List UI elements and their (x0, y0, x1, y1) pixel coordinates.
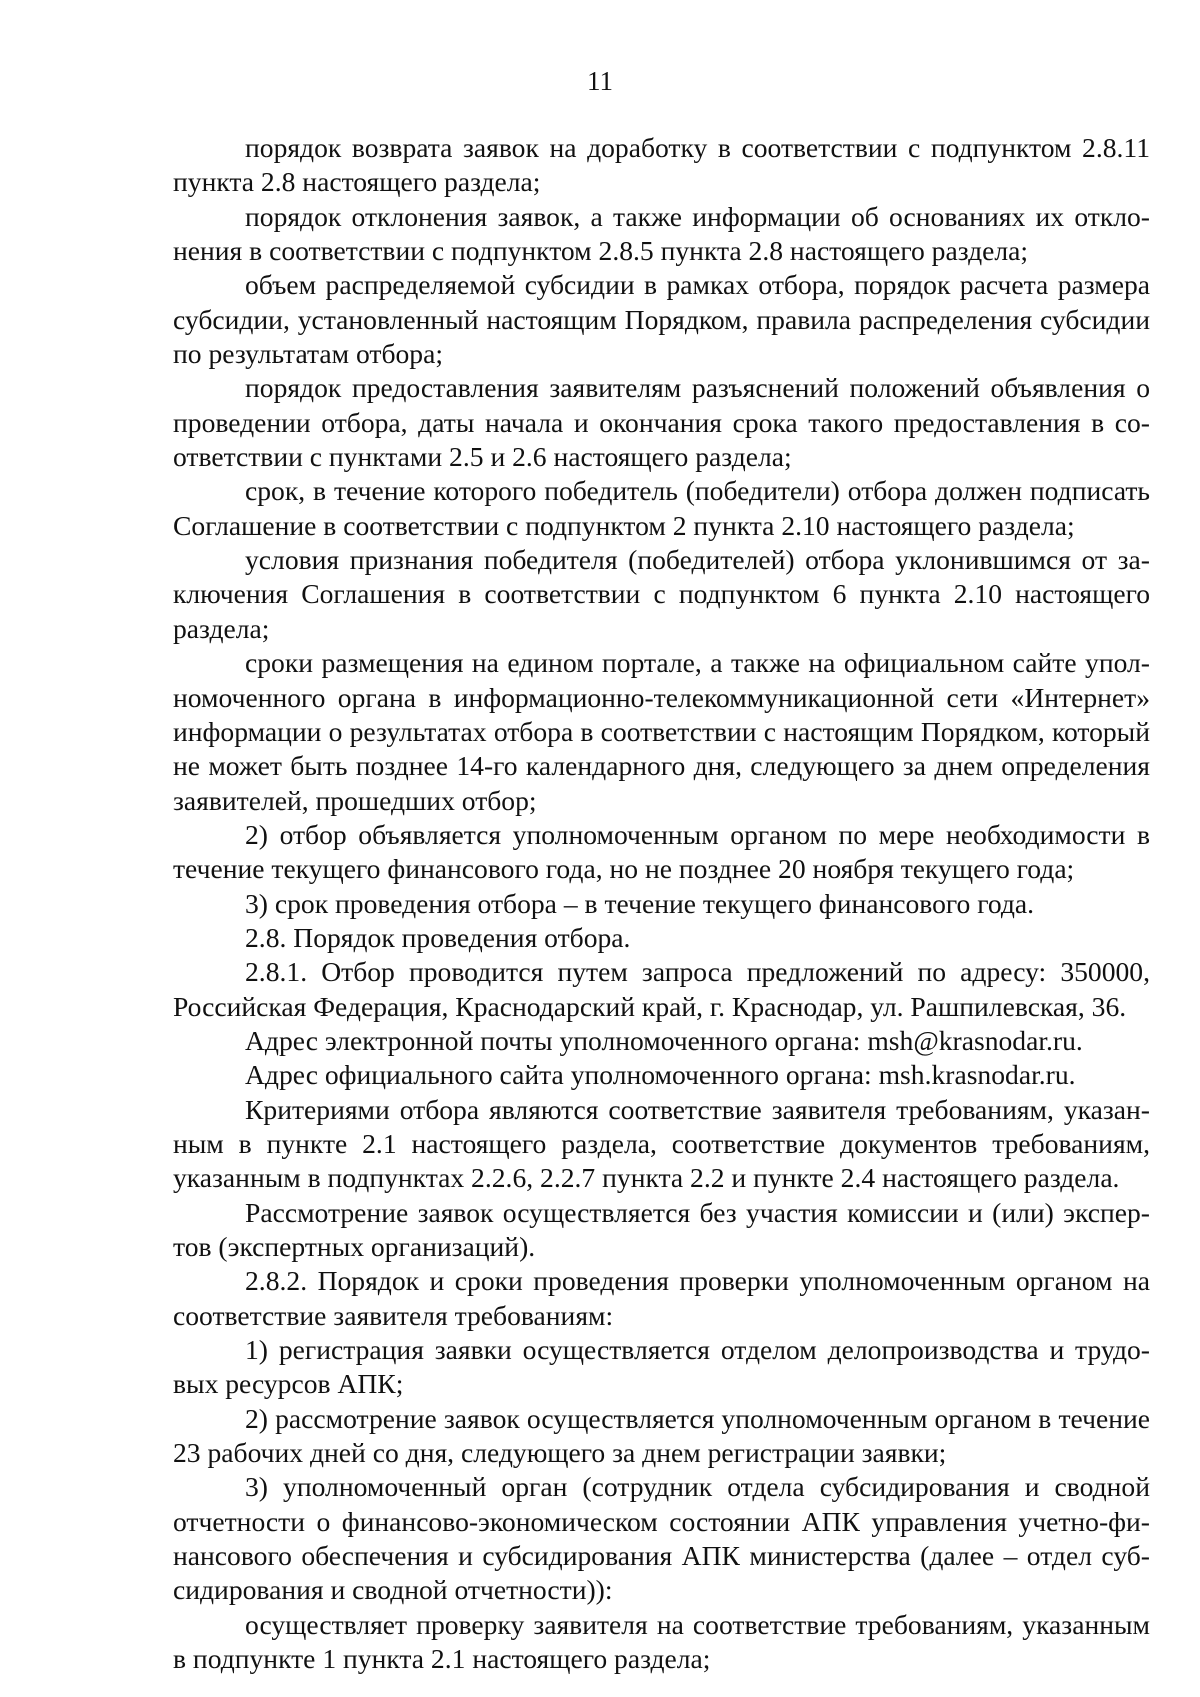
paragraph: 2) отбор объявляется уполномоченным органом по мере необходимости в течение текущего финансового года, но не позднее 20 ноября текущего года; (173, 818, 1150, 885)
paragraph: 2.8. Порядок проведения отбора. (245, 921, 631, 953)
paragraph: Адрес официального сайта уполномоченного органа: msh.krasnodar.ru. (245, 1059, 1076, 1091)
paragraph: осуществляет проверку заявителя на соответствие требованиям, указанным в подпункте 1 пункта 2.1 настоящего раздела; (173, 1608, 1150, 1675)
document-body (173, 131, 1150, 1676)
page-number: 11 (587, 66, 613, 96)
paragraph: 3) уполномоченный орган (сотрудник отдела субсидирования и сводной отчетности о финансово-экономическом состоянии АПК управления учетно-финансового обеспечения и субсидирования АПК министерства (далее – отдел субсидирования и сводной отчетности)): (173, 1471, 1150, 1606)
paragraph: 2.8.2. Порядок и сроки проведения проверки уполномоченным органом на соответствие заявителя требованиям: (173, 1265, 1150, 1331)
paragraph: Адрес электронной почты уполномоченного органа: msh@krasnodar.ru. (245, 1024, 1083, 1056)
paragraph: объем распределяемой субсидии в рамках отбора, порядок расчета размера субсидии, установленный настоящим Порядком, правила распределения субсидии по результатам отбора; (173, 269, 1150, 370)
paragraph: 2) рассмотрение заявок осуществляется уполномоченным органом в течение 23 рабочих дней со дня, следующего за днем регистрации заявки; (173, 1402, 1150, 1469)
paragraph: сроки размещения на едином портале, а также на официальном сайте уполномоченного органа в информационно-телекоммуникационной сети «Интернет» информации о результатах отбора в соответствии с настоящим Порядком, который не может быть позднее 14-го календарного дня, следующего за днем определения заявителей, прошедших отбор; (173, 647, 1150, 816)
paragraph: 1) регистрация заявки осуществляется отделом делопроизводства и трудовых ресурсов АПК; (173, 1334, 1150, 1400)
paragraph: порядок предоставления заявителям разъяснений положений объявления о проведении отбора, даты начала и окончания срока такого предоставления в соответствии с пунктами 2.5 и 2.6 настоящего раздела; (173, 372, 1150, 473)
paragraph: срок, в течение которого победитель (победители) отбора должен подписать Соглашение в соответствии с подпунктом 2 пункта 2.10 настоящего раздела; (173, 475, 1150, 541)
paragraph: Критериями отбора являются соответствие заявителя требованиям, указанным в пункте 2.1 настоящего раздела, соответствие документов требованиям, указанным в подпунктах 2.2.6, 2.2.7 пункта 2.2 и пункте 2.4 настоящего раздела. (173, 1093, 1150, 1194)
paragraph: Рассмотрение заявок осуществляется без участия комиссии и (или) экспертов (экспертных организаций). (173, 1196, 1150, 1262)
paragraph: 3) срок проведения отбора – в течение текущего финансового года. (245, 887, 1035, 919)
paragraph: 2.8.1. Отбор проводится путем запроса предложений по адресу: 350000, Российская Федерация, Краснодарский край, г. Краснодар, ул. Рашпилевская, 36. (173, 956, 1150, 1022)
paragraph: условия признания победителя (победителей) отбора уклонившимся от заключения Соглашения в соответствии с подпунктом 6 пункта 2.10 настоящего раздела; (173, 544, 1150, 644)
paragraph: порядок отклонения заявок, а также информации об основаниях их отклонения в соответствии с подпунктом 2.8.5 пункта 2.8 настоящего раздела; (173, 200, 1150, 267)
paragraph: порядок возврата заявок на доработку в соответствии с подпунктом 2.8.11 пункта 2.8 настоящего раздела; (173, 132, 1150, 198)
